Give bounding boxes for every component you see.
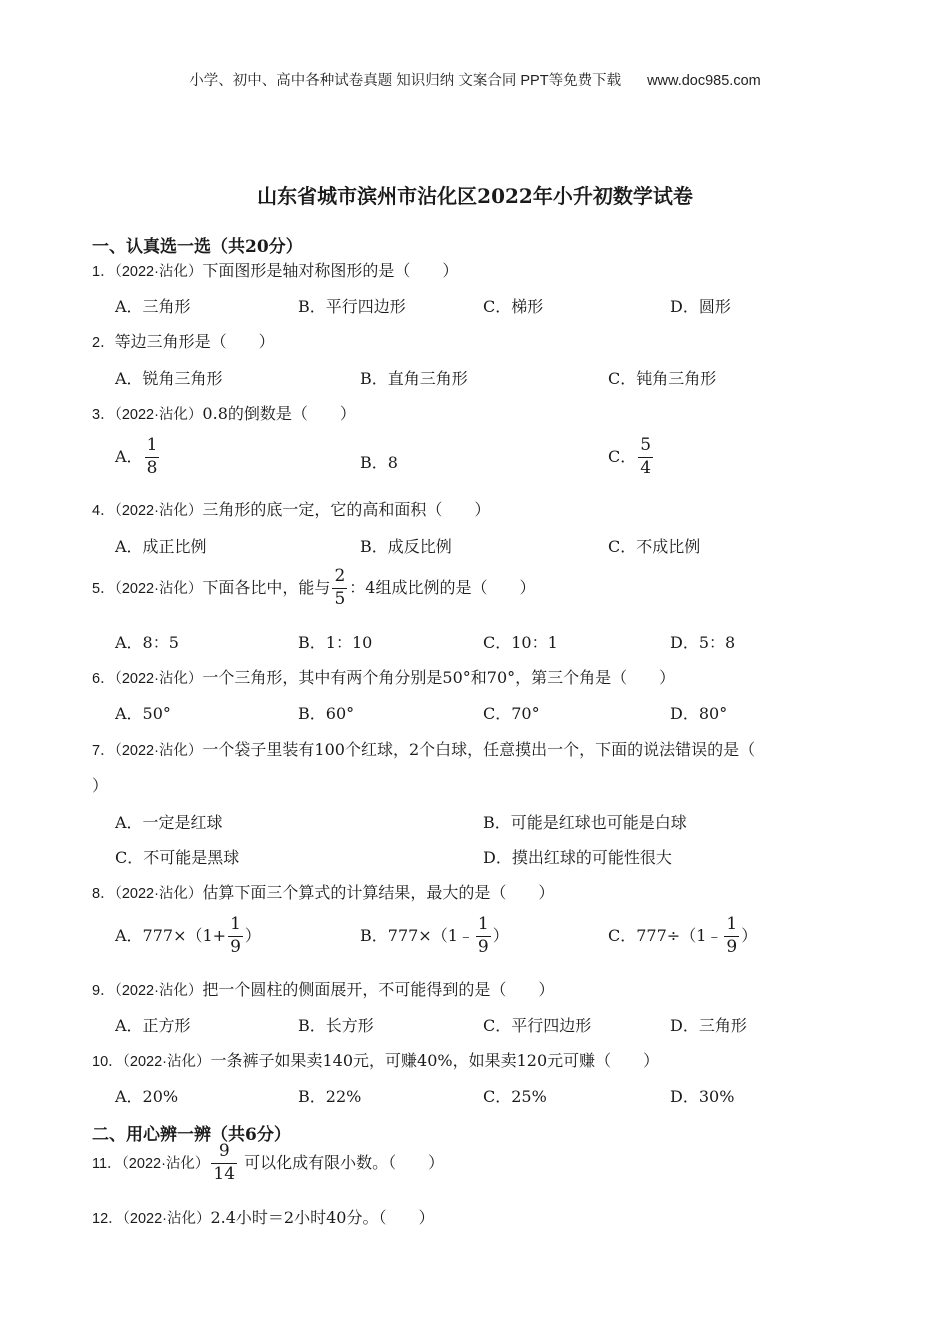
question-source-tag: （2022·沾化） [114,743,203,759]
q1-option-d: D．圆形 [670,297,731,316]
question-1 [92,258,458,281]
q7-option-d: D．摸出红球的可能性很大 [483,848,672,867]
q1-option-b: B．平行四边形 [298,297,406,316]
question-6 [92,665,675,688]
question-text: 估算下面三个算式的计算结果，最大的是（ ） [202,883,555,902]
question-text: 下面图形是轴对称图形的是（ ） [202,261,459,280]
question-source-tag: （2022·沾化） [121,1155,210,1172]
question-7 [92,737,755,760]
q2-option-b: B．直角三角形 [360,369,468,388]
question-5 [92,568,535,609]
q9-option-a: A．正方形 [115,1016,191,1035]
q9-option-d: D．三角形 [670,1016,747,1035]
question-2 [92,329,275,352]
fraction: $\frac{5}{4}$ [640,435,652,478]
question-text: 下面各比中，能与 [202,577,331,597]
question-number: 4． [92,503,115,519]
fraction: $\frac{1}{9}$ [477,914,489,957]
q6-option-a: A．50° [115,704,171,723]
q4-option-a: A．成正比例 [115,537,207,556]
q5-option-b: B．1：10 [298,633,373,652]
question-number: 1． [92,264,115,280]
fraction: $\frac{1}{8}$ [146,435,158,478]
question-text: 可以化成有限小数。（ ） [244,1152,445,1172]
question-number: 8． [92,886,115,902]
q7-option-c: C．不可能是黑球 [115,848,240,867]
question-source-tag: （2022·沾化） [122,1054,211,1070]
question-text: 一个袋子里装有100个红球，2个白球，任意摸出一个，下面的说法错误的是（ [202,740,756,759]
q7-option-b: B．可能是红球也可能是白球 [483,813,687,832]
q5-option-a: A．8：5 [115,633,179,652]
header-url[interactable]: www.doc985.com [647,73,761,89]
q7-option-a: A．一定是红球 [115,813,223,832]
question-text: 等边三角形是（ ） [114,332,275,351]
question-number: 3． [92,407,115,423]
question-source-tag: （2022·沾化） [114,671,203,687]
q8-option-c: C．777÷（1﹣ $\frac{1}{9}$ ） [608,914,758,957]
q10-option-b: B．22% [298,1087,362,1106]
header-text: 小学、初中、高中各种试卷真题 知识归纳 文案合同 PPT等免费下载 [189,73,622,89]
question-3 [92,401,356,424]
q10-option-c: C．25% [483,1087,547,1106]
q9-option-c: C．平行四边形 [483,1016,592,1035]
q5-option-d: D．5：8 [670,633,736,652]
q2-option-c: C．钝角三角形 [608,369,717,388]
question-text: 三角形的底一定，它的高和面积（ ） [202,500,491,519]
q8-option-a: A．777×（1+ $\frac{1}{9}$ ） [115,914,261,957]
question-number: 6． [92,671,115,687]
q2-option-a: A．锐角三角形 [115,369,223,388]
q3-option-b: B．8 [360,453,398,472]
section-1-title: 一、认真选一选（共20分） [92,237,303,257]
q6-option-c: C．70° [483,704,540,723]
question-number: 11． [92,1155,122,1172]
question-source-tag: （2022·沾化） [114,264,203,280]
question-text-cont: ：4组成比例的是（ ） [349,577,536,597]
section-2-title: 二、用心辨一辨（共6分） [92,1125,291,1145]
question-number: 2． [92,335,115,351]
q6-option-d: D．80° [670,704,728,723]
q3-option-a: A． $\frac{1}{8}$ [115,435,158,478]
question-12 [92,1205,434,1228]
q1-option-a: A．三角形 [115,297,191,316]
q10-option-d: D．30% [670,1087,735,1106]
question-number: 5． [92,580,115,597]
question-11 [92,1143,444,1184]
question-number: 9． [92,983,115,999]
question-source-tag: （2022·沾化） [114,886,203,902]
question-number: 12． [92,1211,123,1227]
q3-option-c: C． $\frac{5}{4}$ [608,435,652,478]
question-9 [92,977,554,1000]
fraction: $\frac{1}{9}$ [726,914,738,957]
question-4 [92,497,490,520]
question-source-tag: （2022·沾化） [122,1211,211,1227]
fraction: $\frac{9}{14}$ [213,1141,236,1184]
question-text: 一个三角形，其中有两个角分别是50°和70°，第三个角是（ ） [202,668,676,687]
q6-option-b: B．60° [298,704,355,723]
question-8 [92,880,554,903]
q1-option-c: C．梯形 [483,297,544,316]
question-number: 10． [92,1054,123,1070]
q9-option-b: B．长方形 [298,1016,374,1035]
fraction: $\frac{1}{9}$ [230,914,241,957]
question-source-tag: （2022·沾化） [114,580,203,597]
question-source-tag: （2022·沾化） [114,407,203,423]
q8-option-b: B．777×（1﹣ $\frac{1}{9}$ ） [360,914,509,957]
question-source-tag: （2022·沾化） [114,983,203,999]
question-number: 7． [92,743,115,759]
q10-option-a: A．20% [115,1087,179,1106]
question-text: 0.8的倒数是（ ） [202,404,356,423]
question-text: 2.4小时＝2小时40分。（ ） [210,1208,435,1227]
question-text: 一条裤子如果卖140元，可赚40%，如果卖120元可赚（ ） [210,1051,660,1070]
page-header [0,69,950,90]
q5-option-c: C．10：1 [483,633,558,652]
fraction: $\frac{2}{5}$ [334,566,346,609]
question-7-continuation: ） [92,776,109,795]
exam-title: 山东省城市滨州市沾化区2022年小升初数学试卷 [257,184,693,208]
question-text: 把一个圆柱的侧面展开，不可能得到的是（ ） [202,980,555,999]
q4-option-b: B．成反比例 [360,537,452,556]
q4-option-c: C．不成比例 [608,537,701,556]
question-source-tag: （2022·沾化） [114,503,203,519]
question-10 [92,1048,659,1071]
